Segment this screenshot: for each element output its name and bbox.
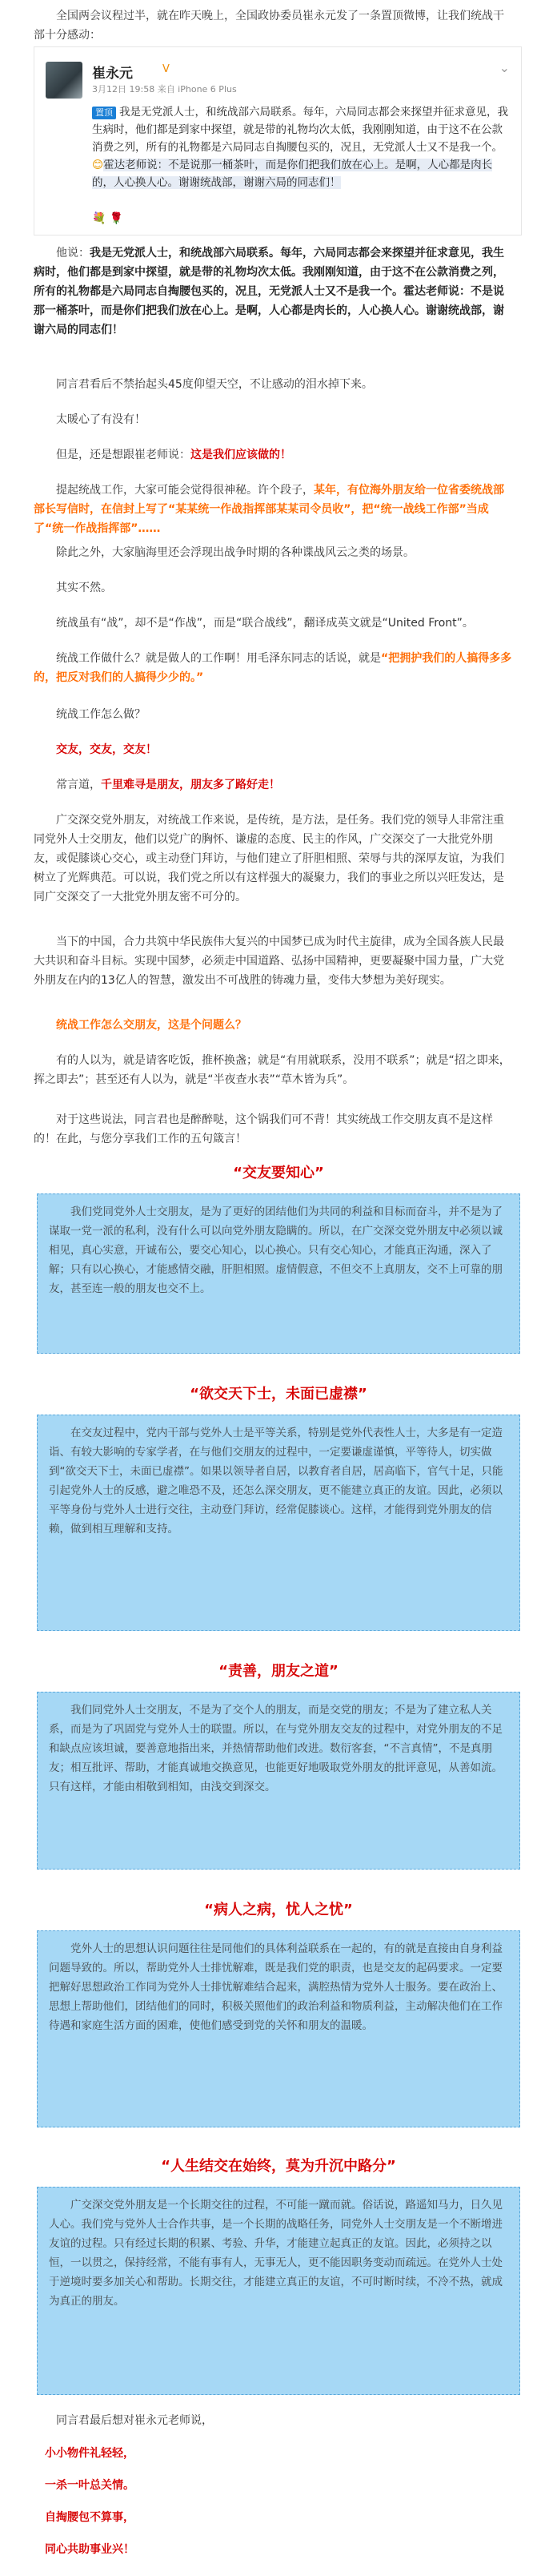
section-title-3: “责善，朋友之道”	[218, 1663, 339, 1680]
paragraph-11-b: 千里难寻是朋友，朋友多了路好走！	[101, 779, 280, 791]
paragraph-15: 有的人以为，就是请客吃饭，推杯换盏；就是“有用就联系，没用不联系”；就是“招之即来，挥之即去”；甚至还有人以为，就是“半夜查水表”“草木皆为兵”。	[34, 1054, 511, 1086]
flower-icon: 💐 🌹	[92, 212, 124, 225]
paragraph-11-a: 常言道，	[56, 779, 101, 791]
section-body-2: 在交友过程中，党内干部与党外人士是平等关系，特别是党外代表性人士，大多是有一定造诣、有较大影响的专家学者，在与他们交朋友的过程中，一定要谦虚谨慎，平等待人，切实做到“欲交天下士，未面已虚襟”。如果以领导者自居，以教育者自居，居高临下，官气十足，只能引起党外人士的反感，避之唯恐不及，还怎么深交朋友，更不能建立真正的友谊。因此，必须以平等身份与党外人士进行交往，主动登门拜访，经常促膝谈心。这样，才能得到党外朋友的信赖，做到相互理解和支持。	[49, 1427, 503, 1536]
paragraph-4	[34, 481, 514, 538]
paragraph-8-a: 统战工作做什么？就是做人的工作啊！用毛泽东同志的话说，就是	[56, 652, 381, 665]
post-meta: 3月12日 19:58 来自 iPhone 6 Plus	[92, 84, 237, 95]
section-box-3	[37, 1692, 520, 1870]
section-box-4	[37, 1930, 520, 2127]
paragraph-12: 广交深交党外朋友，对统战工作来说，是传统，是方法，是任务。我们党的领导人非常注重同党外人士交朋友，他们以党广的胸怀、谦虚的态度、民主的作风，广交深交了一大批党外朋友，或促膝谈心交心，或主动登门拜访，与他们建立了肝胆相照、荣辱与共的深厚友谊，为我们树立了光辉典范。可以说，我们党之所以有这样强大的凝聚力，我们的事业之所以兴旺发达，是同广交深交了一大批党外朋友密不可分的。	[34, 814, 504, 904]
vip-badge-icon: V	[162, 63, 170, 75]
section-body-1: 我们党同党外人士交朋友，是为了更好的团结他们为共同的利益和目标而奋斗，并不是为了谋取一党一派的私利，没有什么可以向党外朋友隐瞒的。所以，在广交深交党外朋友中必须以诚相见，真心实意，开诚布公，要交心知心，以心换心。只有交心知心，才能真正沟通，深入了解；只有以心换心，才能感情交融，肝胆相照。虚情假意，不但交不上真朋友，交不上可靠的朋友，甚至连一般的朋友也交不上。	[49, 1205, 503, 1295]
closing-line-4: 同心共助事业兴！	[45, 2543, 134, 2556]
paragraph-8-b: “把拥护我们的人搞得多多的，把反对我们的人搞得少少的。”	[34, 652, 512, 684]
weibo-screenshot	[34, 46, 522, 235]
paragraph-8	[34, 649, 514, 687]
paragraph-10: 交友，交友，交友！	[56, 743, 157, 756]
section-box-5	[37, 2187, 520, 2395]
intro-paragraph: 全国两会议程过半，就在昨天晚上，全国政协委员崔永元发了一条置顶微博，让我们统战干部十分感动：	[34, 10, 504, 42]
section-box-2	[37, 1415, 520, 1631]
paragraph-16: 对于这些说法，同言君也是醉醉哒，这个锅我们可不背！其实统战工作交朋友真不是这样的！在此，与您分享我们工作的五句箴言！	[34, 1113, 493, 1145]
section-title-2: “欲交天下士，未面已虚襟”	[190, 1386, 367, 1403]
quote-label: 他说：	[56, 247, 90, 260]
avatar	[46, 62, 82, 99]
emoji-icon: 😊	[92, 159, 104, 171]
chevron-down-icon[interactable]: ⌄	[499, 60, 510, 75]
paragraph-6: 其实不然。	[56, 582, 112, 594]
paragraph-13: 当下的中国，合力共筑中华民族伟大复兴的中国梦已成为时代主旋律，成为全国各族人民最大共识和奋斗目标。实现中国梦，必须走中国道路、弘扬中国精神，更要凝聚中国力量，广大党外朋友在内的13亿人的智慧，激发出不可战胜的铸魂力量，变伟大梦想为美好现实。	[34, 936, 504, 987]
paragraph-7: 统战虽有“战”，却不是“作战”，而是“联合战线”，翻译成英文就是“United Front”。	[56, 617, 474, 630]
paragraph-5: 除此之外，大家脑海里还会浮现出战争时期的各种谍战风云之类的场景。	[56, 546, 415, 559]
section-body-5: 广交深交党外朋友是一个长期交往的过程，不可能一蹴而就。俗话说，路遥知马力，日久见人心。我们党与党外人士合作共事，是一个长期的战略任务，同党外人士交朋友是一个不断增进友谊的过程。只有经过长期的积累、考验、升华，才能建立起真正的友谊。因此，必须持之以恒，一以贯之，保持经常，不能有事有人，无事无人，更不能因职务变动而疏远。在党外人士处于逆境时要多加关心和帮助。长期交往，才能建立真正的友谊，不可时断时续，不冷不热，就成为真正的朋友。	[49, 2199, 503, 2308]
section-title-4: “病人之病，忧人之忧”	[204, 1902, 353, 1918]
section-box-1	[37, 1193, 520, 1354]
closing-line-2: 一杀一叶总关情。	[45, 2479, 134, 2492]
paragraph-14: 统战工作怎么交朋友，这是个问题么？	[56, 1019, 246, 1032]
paragraph-17: 同言君最后想对崔永元老师说，	[56, 2414, 213, 2427]
closing-line-1: 小小物件礼轻轻，	[45, 2447, 134, 2460]
section-body-3: 我们同党外人士交朋友，不是为了交个人的朋友，而是交党的朋友；不是为了建立私人关系，而是为了巩固党与党外人士的联盟。所以，在与党外朋友交友的过程中，对党外朋友的不足和缺点应该坦诚，要善意地指出来，并热情帮助他们改进。数衍客套，“不言真情”，不是真朋友；相互批评、帮助，才能真诚地交换意见，也能更好地吸取党外朋友的批评意见，从善如流。只有这样，才能由相敬到相知，由浅交到深交。	[49, 1704, 503, 1793]
section-title-5: “人生结交在始终，莫为升沉中路分”	[161, 2158, 396, 2175]
post-text-b: 霍达老师说：不是说那一桶茶叶，而是你们把我们放在心上。是啊，人心都是肉长的，人心换人心。谢谢统战部，谢谢六局的同志们！	[92, 159, 493, 189]
pinned-tag: 置顶	[92, 107, 116, 119]
quote-paragraph	[34, 244, 514, 340]
paragraph-11	[34, 775, 514, 795]
paragraph-3-a: 但是，还是想跟崔老师说：	[56, 449, 190, 461]
paragraph-3-b: 这是我们应该做的！	[190, 449, 291, 461]
paragraph-2: 太暖心了有没有！	[56, 413, 146, 426]
closing-line-3: 自掏腰包不算事，	[45, 2511, 134, 2524]
section-title-1: “交友要知心”	[233, 1165, 324, 1181]
user-name: 崔永元	[92, 66, 133, 82]
quote-text: 我是无党派人士，和统战部六局联系。每年，六局同志都会来探望并征求意见，我生病时，他们都是到家中探望，就是带的礼物均次太低。我刚刚知道，由于这不在公款消费之列，所有的礼物都是六局同志自掏腰包买的，况且，无党派人士又不是我一个。霍达老师说：不是说那一桶茶叶，而是你们把我们放在心上。是啊，人心都是肉长的，人心换人心。谢谢统战部，谢谢六局的同志们！	[34, 247, 504, 336]
paragraph-1: 同言君看后不禁抬起头45度仰望天空，不让感动的泪水掉下来。	[56, 378, 373, 391]
post-text	[92, 103, 508, 191]
post-text-a: 我是无党派人士，和统战部六局联系。每年，六局同志都会来探望并征求意见，我生病时，他们都是到家中探望，就是带的礼物均次太低，我刚刚知道，由于这不在公款消费之列，所有的礼物都是六局同志自掏腰包买的，况且，无党派人士又不是我一个。	[92, 106, 508, 154]
paragraph-4-a: 提起统战工作，大家可能会觉得很神秘。许个段子，	[56, 484, 314, 497]
section-body-4: 党外人士的思想认识问题往往是同他们的具体利益联系在一起的，有的就是直接由自身利益问题导致的。所以，帮助党外人士排忧解难，既是我们党的职责，也是交友的起码要求。一定要把解好思想政治工作同为党外人士排忧解难结合起来，满腔热情为党外人士服务。要在政治上、思想上帮助他们，团结他们的同时，积极关照他们的政治利益和物质利益，主动解决他们在工作待遇和家庭生活方面的困难，使他们感受到党的关怀和朋友的温暖。	[49, 1942, 503, 2032]
paragraph-9: 统战工作怎么做？	[56, 708, 146, 721]
paragraph-3	[34, 445, 514, 465]
paragraph-4-b: 某年，有位海外朋友给一位省委统战部部长写信时，在信封上写了“某某统一作战指挥部某某司令员收”，把“统一战线工作部”当成了“统一作战指挥部”……	[34, 484, 504, 535]
